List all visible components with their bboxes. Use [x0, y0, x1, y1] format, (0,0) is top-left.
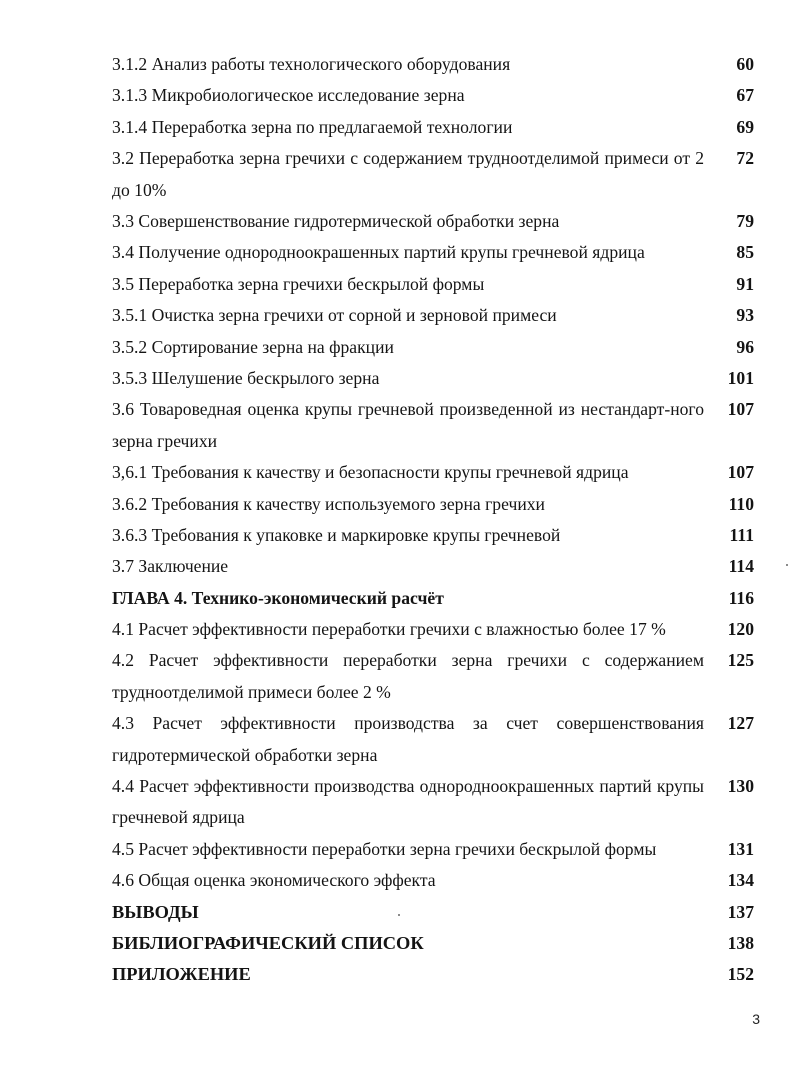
- toc-entry-page: 137: [727, 901, 754, 922]
- toc-entry-page: 96: [736, 336, 754, 357]
- toc-entry-page: 72: [736, 148, 754, 169]
- toc-entry-page: 69: [736, 116, 754, 137]
- toc-entry: [112, 237, 754, 268]
- scan-speck: [398, 914, 400, 916]
- toc-entry: [112, 49, 754, 80]
- toc-entry-title: 4.1 Расчет эффективности переработки гречихи с влажностью более 17 %: [112, 619, 666, 640]
- toc-entry-page: 131: [727, 838, 754, 859]
- toc-entry-title: 4.2 Расчет эффективности переработки зерна гречихи с содержанием трудноотделимой примеси более 2 %: [112, 650, 704, 702]
- toc-entry: [112, 771, 754, 834]
- toc-chapter-entry: [112, 583, 754, 614]
- toc-entry: [112, 394, 754, 457]
- toc-entry: [112, 520, 754, 551]
- toc-entry: [112, 865, 754, 896]
- toc-entry: [112, 489, 754, 520]
- toc-entry-title: 3.1.3 Микробиологическое исследование зерна: [112, 85, 465, 106]
- toc-entry-title: 3,6.1 Требования к качеству и безопасности крупы гречневой ядрица: [112, 462, 629, 483]
- toc-section-entry: [112, 897, 754, 928]
- toc-entry-title: 4.6 Общая оценка экономического эффекта: [112, 870, 436, 891]
- toc-entry: [112, 551, 754, 582]
- toc-entry-page: 138: [727, 933, 754, 954]
- toc-entry: [112, 645, 754, 708]
- toc-entry-title: 3.1.2 Анализ работы технологического оборудования: [112, 54, 511, 74]
- table-of-contents: [112, 49, 754, 991]
- toc-entry-page: 85: [736, 242, 754, 263]
- toc-entry-page: 110: [728, 493, 754, 514]
- toc-entry-title: 4.4 Расчет эффективности производства однородноокрашенных партий крупы гречневой ядрица: [112, 776, 704, 828]
- toc-entry: [112, 112, 754, 143]
- toc-entry: [112, 457, 754, 488]
- toc-entry-page: 127: [727, 713, 754, 734]
- toc-entry: [112, 834, 754, 865]
- toc-entry-page: 130: [727, 776, 754, 797]
- toc-entry-title: 4.5 Расчет эффективности переработки зерна гречихи бескрылой формы: [112, 838, 657, 859]
- page-number: 3: [752, 1011, 760, 1027]
- toc-entry-page: 114: [728, 556, 754, 577]
- toc-entry-title: ГЛАВА 4. Технико-экономический расчёт: [112, 587, 444, 608]
- toc-entry: [112, 614, 754, 645]
- toc-entry-title: 3.5.2 Сортирование зерна на фракции: [112, 336, 394, 357]
- toc-entry: [112, 269, 754, 300]
- toc-entry: [112, 143, 754, 206]
- scan-speck: [786, 564, 788, 566]
- toc-entry-title: 3.6 Товароведная оценка крупы гречневой произведенной из нестандарт-ного зерна гречихи: [112, 399, 704, 451]
- toc-entry-page: 107: [727, 462, 754, 483]
- toc-entry-page: 93: [736, 305, 754, 326]
- toc-entry-title: 3.4 Получение однородноокрашенных партий крупы гречневой ядрица: [112, 242, 645, 263]
- toc-entry-title: 3.7 Заключение: [112, 556, 229, 577]
- toc-entry: [112, 708, 754, 771]
- toc-entry-title: 3.5 Переработка зерна гречихи бескрылой формы: [112, 273, 485, 294]
- toc-entry-page: 125: [727, 650, 754, 671]
- toc-entry-title: 3.1.4 Переработка зерна по предлагаемой технологии: [112, 116, 513, 137]
- toc-entry: [112, 80, 754, 111]
- toc-entry-title: ПРИЛОЖЕНИЕ: [112, 964, 251, 985]
- toc-entry-page: 116: [728, 587, 754, 608]
- toc-entry-page: 152: [727, 964, 754, 985]
- toc-entry-title: ВЫВОДЫ: [112, 901, 199, 922]
- toc-entry-title: 3.6.3 Требования к упаковке и маркировке крупы гречневой: [112, 524, 561, 545]
- toc-entry-page: 79: [736, 210, 754, 231]
- toc-entry-title: БИБЛИОГРАФИЧЕСКИЙ СПИСОК: [112, 933, 424, 954]
- toc-entry-title: 3.5.1 Очистка зерна гречихи от сорной и зерновой примеси: [112, 305, 557, 326]
- toc-entry-page: 91: [736, 273, 754, 294]
- toc-section-entry: [112, 928, 754, 959]
- toc-entry-page: 67: [736, 85, 754, 106]
- toc-entry-page: 111: [729, 524, 754, 545]
- toc-entry-title: 3.5.3 Шелушение бескрылого зерна: [112, 367, 380, 388]
- toc-entry-page: 120: [727, 619, 754, 640]
- toc-entry: [112, 363, 754, 394]
- toc-entry-title: 4.3 Расчет эффективности производства за счет совершенствования гидротермической обработки зерна: [112, 713, 704, 765]
- toc-entry: [112, 332, 754, 363]
- toc-entry-title: 3.3 Совершенствование гидротермической обработки зерна: [112, 210, 560, 231]
- toc-entry-title: 3.6.2 Требования к качеству используемого зерна гречихи: [112, 493, 545, 514]
- toc-section-entry: [112, 959, 754, 990]
- toc-entry-page: 101: [727, 367, 754, 388]
- toc-entry-page: 134: [727, 870, 754, 891]
- toc-entry-title: 3.2 Переработка зерна гречихи с содержанием трудноотделимой примеси от 2 до 10%: [112, 148, 704, 200]
- toc-entry-page: 107: [727, 399, 754, 420]
- toc-entry: [112, 206, 754, 237]
- toc-entry-page: 60: [736, 54, 754, 74]
- toc-entry: [112, 300, 754, 331]
